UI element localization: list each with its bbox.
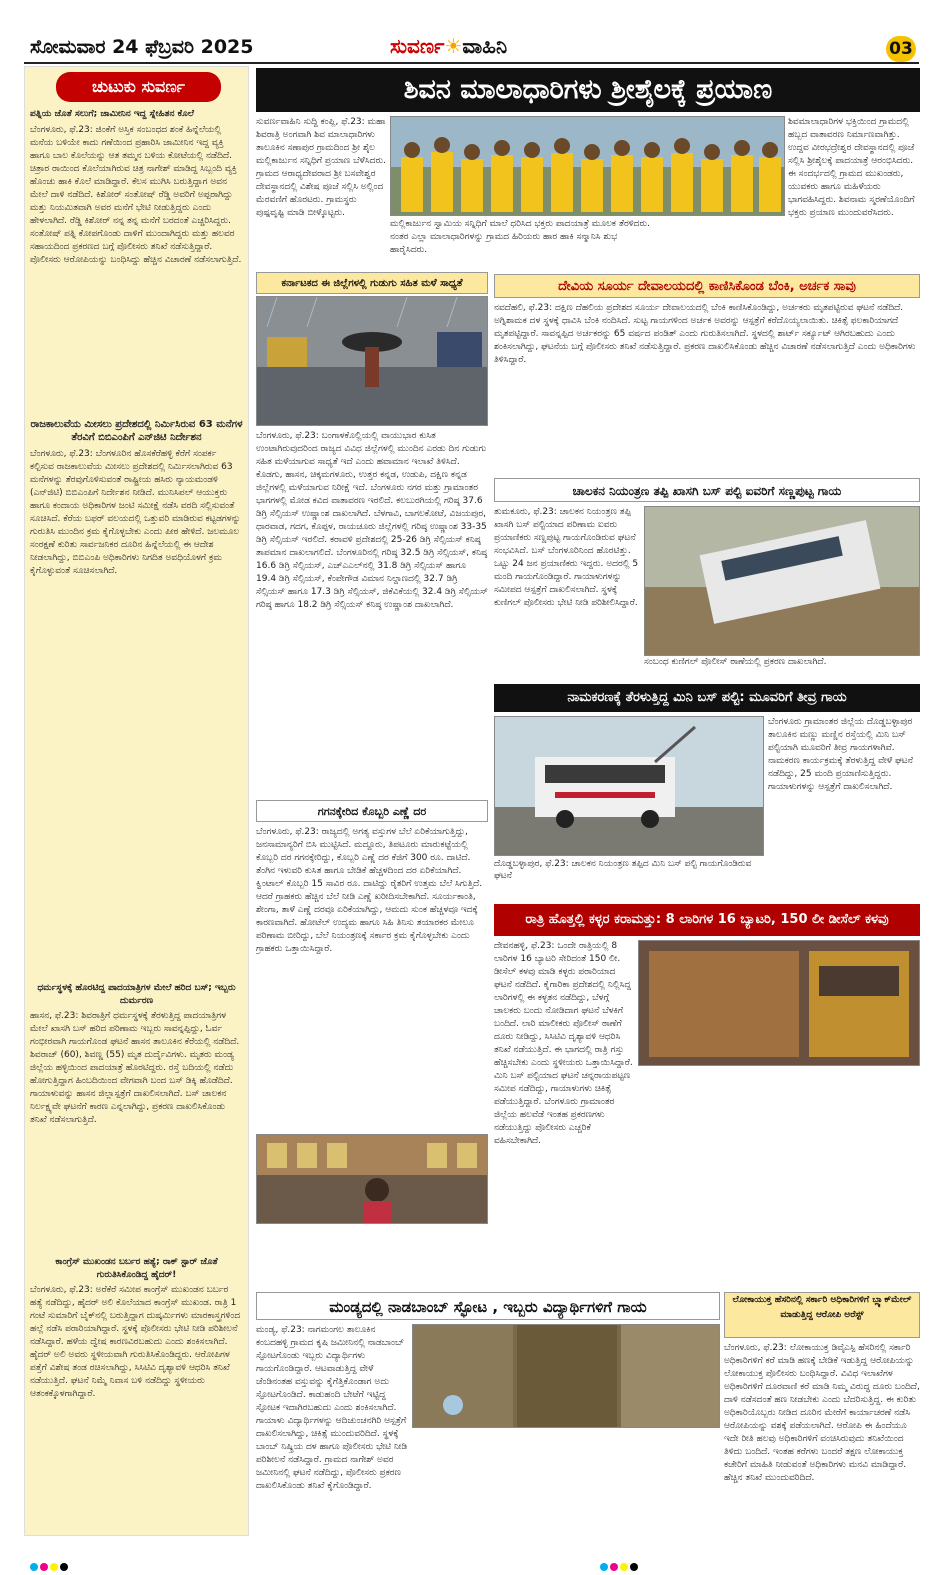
bus1-photo <box>644 506 920 656</box>
sidebar-story3-body: ಹಾಸನ, ಫೆ.23: ಶಿವರಾತ್ರಿಗೆ ಧರ್ಮಸ್ಥಳಕ್ಕೆ ತೆರಳುತ್ತಿದ್ದ ಪಾದಯಾತ್ರಿಗಳ ಮೇಲೆ ಖಾಸಗಿ ಬಸ್ ಹರಿದ ಪರಿಣಾಮ ಇಬ್ಬರು ಸಾವನ್ನಪ್ಪಿದ್ದು, ಓರ್ವ ಗಂಭೀರವಾಗಿ ಗಾಯಗೊಂಡ ಘಟನೆ ಹಾಸನ ತಾಲೂಕಿನ ಕೆರೆಯಲ್ಲಿ ನಡೆದಿದೆ. ಶಿವರಾಜ್ (60), ಶಿವಣ್ಣ (55) ಮೃತ ದುರ್ದೈವಿಗಳು. ಮೃತರು ಮಂಡ್ಯ ಜಿಲ್ಲೆಯ ಹಳ್ಳಿಯಿಂದ ಪಾದಯಾತ್ರೆ ಹೊರಟಿದ್ದರು. ರಸ್ತೆ ಬದಿಯಲ್ಲಿ ನಡೆದು ಹೋಗುತ್ತಿದ್ದಾಗ ಹಿಂಬದಿಯಿಂದ ವೇಗವಾಗಿ ಬಂದ ಬಸ್ ಡಿಕ್ಕಿ ಹೊಡೆದಿದೆ. ಗಾಯಾಳುವನ್ನು ಹಾಸನ ಜಿಲ್ಲಾಸ್ಪತ್ರೆಗೆ ದಾಖಲಿಸಲಾಗಿದೆ. ಬಸ್ ಚಾಲಕನ ನಿರ್ಲಕ್ಷ್ಯವೇ ಘಟನೆಗೆ ಕಾರಣ ಎನ್ನಲಾಗಿದ್ದು, ಪ್ರಕರಣ ದಾಖಲಿಸಿಕೊಂಡು ತನಿಖೆ ನಡೆಸಲಾಗುತ್ತಿದೆ. <box>30 1011 240 1125</box>
weather-photo <box>256 296 488 426</box>
sidebar-story3-headline: ಧರ್ಮಸ್ಥಳಕ್ಕೆ ಹೊರಟಿದ್ದ ಪಾದಯಾತ್ರಿಗಳ ಮೇಲೆ ಹರಿದ ಬಸ್; ಇಬ್ಬರು ದುರ್ಮರಣ <box>37 983 236 1006</box>
bus1-headline: ಚಾಲಕನ ನಿಯಂತ್ರಣ ತಪ್ಪಿ ಖಾಸಗಿ ಬಸ್ ಪಲ್ಟಿ ಐವರಿಗೆ ಸಣ್ಣಪುಟ್ಟ ಗಾಯ <box>494 478 920 502</box>
bus2-headline: ನಾಮಕರಣಕ್ಕೆ ತೆರಳುತ್ತಿದ್ದ ಮಿನಿ ಬಸ್ ಪಲ್ಟಿ: ಮೂವರಿಗೆ ತೀವ್ರ ಗಾಯ <box>494 684 920 712</box>
logo-part-2: ವಾಹಿನಿ <box>462 34 508 58</box>
lokayukta-headline: ಲೋಕಾಯುಕ್ತ ಹೆಸರಿನಲ್ಲಿ ಸರ್ಕಾರಿ ಅಧಿಕಾರಿಗಳಿಗೆ ಬ್ಲ್ಯಾಕ್‌ಮೇಲ್ ಮಾಡುತ್ತಿದ್ದ ಆರೋಪಿ ಅರೆಸ್ಟ್ <box>724 1292 920 1338</box>
blast-photo <box>412 1324 720 1428</box>
coconut-photo <box>256 1134 488 1224</box>
bus1-body: ತುಮಕೂರು, ಫೆ.23: ಚಾಲಕನ ನಿಯಂತ್ರಣ ತಪ್ಪಿ ಖಾಸಗಿ ಬಸ್ ಪಲ್ಟಿಯಾದ ಪರಿಣಾಮ ಐವರು ಪ್ರಯಾಣಿಕರು ಸಣ್ಣಪುಟ್ಟ ಗಾಯಗೊಂಡಿರುವ ಘಟನೆ ಸಂಭವಿಸಿದೆ. ಬಸ್ ಬೆಂಗಳೂರಿನಿಂದ ಹೊರಟಿತ್ತು. ಒಟ್ಟು 24 ಜನ ಪ್ರಯಾಣಿಕರು ಇದ್ದರು. ಅದರಲ್ಲಿ 5 ಮಂದಿ ಗಾಯಗೊಂಡಿದ್ದಾರೆ. ಗಾಯಾಳುಗಳನ್ನು ಸಮೀಪದ ಆಸ್ಪತ್ರೆಗೆ ದಾಖಲಿಸಲಾಗಿದೆ. ಸ್ಥಳಕ್ಕೆ ಕುಣಿಗಲ್ ಪೊಲೀಸರು ಭೇಟಿ ನೀಡಿ ಪರಿಶೀಲಿಸಿದ್ದಾರೆ. <box>494 507 639 608</box>
lead-body-mid: ಮಲ್ಲಿಕಾರ್ಜುನ ಸ್ವಾಮಿಯ ಸನ್ನಿಧಿಗೆ ಮಾಲೆ ಧರಿಸಿದ ಭಕ್ತರು ಪಾದಯಾತ್ರೆ ಮೂಲಕ ತೆರಳಿದರು. ನಂತರ ಎಲ್ಲಾ ಮಾಲಾಧಾರಿಗಳನ್ನು ಗ್ರಾಮದ ಹಿರಿಯರು ಹಾರ ಹಾಕಿ ಸನ್ಮಾನಿಸಿ ಶುಭ ಹಾರೈಸಿದರು. <box>390 219 650 255</box>
grocery-shop-image <box>257 1135 488 1224</box>
blast-site-image <box>413 1325 720 1428</box>
mini-bus-crane-image <box>495 717 764 856</box>
sidebar-story4-headline: ಕಾಂಗ್ರೆಸ್ ಮುಖಂಡನ ಬರ್ಬರ ಹತ್ಯೆ; ರಾಕ್ ಸ್ಟಾರ್ ಜೊತೆ ಗುರುತಿಸಿಕೊಂಡಿದ್ದ ಹೈದರ್! <box>55 1257 218 1280</box>
bus2-photo <box>494 716 764 856</box>
theft-headline: ರಾತ್ರಿ ಹೊತ್ತಲ್ಲಿ ಕಳ್ಳರ ಕರಾಮತ್ತು: 8 ಲಾರಿಗಳ 16 ಬ್ಯಾಟರಿ, 150 ಲೀ ಡೀಸೆಲ್ ಕಳವು <box>494 904 920 936</box>
registration-dots-left <box>30 1556 70 1575</box>
sidebar-badge: ಚುಟುಕು ಸುವರ್ಣ <box>56 72 221 102</box>
theft-body-cont <box>638 1068 920 1280</box>
weather-headline: ಕರ್ನಾಟಕದ ಈ ಜಿಲ್ಲೆಗಳಲ್ಲಿ ಗುಡುಗು ಸಹಿತ ಮಳೆ ಸಾಧ್ಯತೆ <box>256 272 488 294</box>
overturned-bus-image <box>645 507 920 656</box>
sidebar-story1-headline: ಪತ್ನಿಯ ಜೊತೆ ಸಲುಗೆ; ಜಾಮೀನಿನ ಇದ್ದ ಸ್ನೇಹಿತನ ಕೊಲೆ <box>30 109 194 119</box>
theft-body: ದೇವನಹಳ್ಳಿ, ಫೆ.23: ಒಂದೇ ರಾತ್ರಿಯಲ್ಲಿ 8 ಲಾರಿಗಳ 16 ಬ್ಯಾಟರಿ ಸೇರಿದಂತೆ 150 ಲೀ. ಡೀಸೆಲ್ ಕಳವು ಮಾಡಿ ಕಳ್ಳರು ಪರಾರಿಯಾದ ಘಟನೆ ನಡೆದಿದೆ. ಕೈಗಾರಿಕಾ ಪ್ರದೇಶದಲ್ಲಿ ನಿಲ್ಲಿಸಿದ್ದ ಲಾರಿಗಳಲ್ಲಿ ಈ ಕಳ್ಳತನ ನಡೆದಿದ್ದು, ಬೆಳಗ್ಗೆ ಚಾಲಕರು ಬಂದು ನೋಡಿದಾಗ ಘಟನೆ ಬೆಳಕಿಗೆ ಬಂದಿದೆ. ಲಾರಿ ಮಾಲೀಕರು ಪೊಲೀಸ್ ಠಾಣೆಗೆ ದೂರು ನೀಡಿದ್ದು, ಸಿಸಿಟಿವಿ ದೃಶ್ಯಾವಳಿ ಆಧರಿಸಿ ತನಿಖೆ ನಡೆಯುತ್ತಿದೆ. ಈ ಭಾಗದಲ್ಲಿ ರಾತ್ರಿ ಗಸ್ತು ಹೆಚ್ಚಿಸಬೇಕು ಎಂದು ಸ್ಥಳೀಯರು ಒತ್ತಾಯಿಸಿದ್ದಾರೆ. ಮಿನಿ ಬಸ್ ಪಲ್ಟಿಯಾದ ಘಟನೆ ಚನ್ನರಾಯಪಟ್ಟಣ ಸಮೀಪ ನಡೆದಿದ್ದು, ಗಾಯಾಳುಗಳು ಚಿಕಿತ್ಸೆ ಪಡೆಯುತ್ತಿದ್ದಾರೆ. ಬೆಂಗಳೂರು ಗ್ರಾಮಾಂತರ ಜಿಲ್ಲೆಯ ಹಲವೆಡೆ ಇಂತಹ ಪ್ರಕರಣಗಳು ನಡೆಯುತ್ತಿದ್ದು ಪೊಲೀಸರು ಎಚ್ಚರಿಕೆ ವಹಿಸಬೇಕಾಗಿದೆ. <box>494 941 633 1146</box>
rain-street-image <box>257 297 488 426</box>
blast-body-cont <box>412 1432 720 1538</box>
coconut-headline: ಗಗನಕ್ಕೇರಿದ ಕೊಬ್ಬರಿ ಎಣ್ಣೆ ದರ <box>256 800 488 822</box>
blast-headline: ಮಂಡ್ಯದಲ್ಲಿ ನಾಡಬಾಂಬ್ ಸ್ಫೋಟ , ಇಬ್ಬರು ವಿದ್ಯಾರ್ಥಿಗಳಿಗೆ ಗಾಯ <box>256 1292 720 1320</box>
lorry-image <box>639 941 920 1066</box>
temple-body: ನವದೆಹಲಿ, ಫೆ.23: ದಕ್ಷಿಣ ದೆಹಲಿಯ ಪ್ರದೇಶದ ಸೂರ್ಯ ದೇವಾಲಯದಲ್ಲಿ ಬೆಂಕಿ ಕಾಣಿಸಿಕೊಂಡಿದ್ದು, ಅರ್ಚಕರು ಮೃತಪಟ್ಟಿರುವ ಘಟನೆ ನಡೆದಿದೆ. ಅಗ್ನಿಶಾಮಕ ದಳ ಸ್ಥಳಕ್ಕೆ ಧಾವಿಸಿ ಬೆಂಕಿ ನಂದಿಸಿದೆ. ಸುಟ್ಟ ಗಾಯಗಳಿಂದ ಅರ್ಚಕ ಅವರನ್ನು ಆಸ್ಪತ್ರೆಗೆ ಕರೆದೊಯ್ಯಲಾಯಿತು. ಚಿಕಿತ್ಸೆ ಫಲಕಾರಿಯಾಗದೆ ಮೃತಪಟ್ಟಿದ್ದಾರೆ. ಸಾವನ್ನಪ್ಪಿದ ಅರ್ಚಕರನ್ನು 65 ವರ್ಷದ ಪಂಡಿತ್ ಎಂದು ಗುರುತಿಸಲಾಗಿದೆ. ಸ್ಥಳದಲ್ಲಿ ಶಾರ್ಟ್ ಸರ್ಕ್ಯೂಟ್ ಆಗಿರಬಹುದು ಎಂದು ಶಂಕಿಸಲಾಗಿದ್ದು, ಘಟನೆಯ ಬಗ್ಗೆ ಪೊಲೀಸರು ತನಿಖೆ ನಡೆಸುತ್ತಿದ್ದಾರೆ. ಪ್ರಕರಣ ದಾಖಲಿಸಿಕೊಂಡು ಹೆಚ್ಚಿನ ವಿಚಾರಣೆ ನಡೆಸಲಾಗುತ್ತಿದೆ ಎಂದು ಅಧಿಕಾರಿಗಳು ತಿಳಿಸಿದ್ದಾರೆ. <box>494 303 916 365</box>
lokayukta-body: ಬೆಂಗಳೂರು, ಫೆ.23: ಲೋಕಾಯುಕ್ತ ಡಿವೈಎಸ್ಪಿ ಹೆಸರಿನಲ್ಲಿ ಸರ್ಕಾರಿ ಅಧಿಕಾರಿಗಳಿಗೆ ಕರೆ ಮಾಡಿ ಹಣಕ್ಕೆ ಬೇಡಿಕೆ ಇಡುತ್ತಿದ್ದ ಆರೋಪಿಯನ್ನು ಲೋಕಾಯುಕ್ತ ಪೊಲೀಸರು ಬಂಧಿಸಿದ್ದಾರೆ. ವಿವಿಧ ಇಲಾಖೆಗಳ ಅಧಿಕಾರಿಗಳಿಗೆ ದೂರವಾಣಿ ಕರೆ ಮಾಡಿ ನಿಮ್ಮ ವಿರುದ್ಧ ದೂರು ಬಂದಿದೆ, ದಾಳಿ ನಡೆಸದಂತೆ ಹಣ ನೀಡಬೇಕು ಎಂದು ಬೆದರಿಸುತ್ತಿದ್ದ. ಈ ಕುರಿತು ಅಧಿಕಾರಿಯೊಬ್ಬರು ನೀಡಿದ ದೂರಿನ ಮೇರೆಗೆ ಕಾರ್ಯಾಚರಣೆ ನಡೆಸಿ ಆರೋಪಿಯನ್ನು ವಶಕ್ಕೆ ಪಡೆಯಲಾಗಿದೆ. ಆರೋಪಿ ಈ ಹಿಂದೆಯೂ ಇದೇ ರೀತಿ ಹಲವು ಅಧಿಕಾರಿಗಳಿಗೆ ವಂಚಿಸಿರುವುದು ತನಿಖೆಯಿಂದ ತಿಳಿದು ಬಂದಿದೆ. ಇಂತಹ ಕರೆಗಳು ಬಂದರೆ ತಕ್ಷಣ ಲೋಕಾಯುಕ್ತ ಕಚೇರಿಗೆ ಮಾಹಿತಿ ನೀಡುವಂತೆ ಅಧಿಕಾರಿಗಳು ಮನವಿ ಮಾಡಿದ್ದಾರೆ. ಹೆಚ್ಚಿನ ತನಿಖೆ ಮುಂದುವರಿದಿದೆ. <box>724 1343 920 1483</box>
theft-photo <box>638 940 920 1066</box>
page-number: 03 <box>886 36 916 62</box>
coconut-body: ಬೆಂಗಳೂರು, ಫೆ.23: ರಾಜ್ಯದಲ್ಲಿ ಅಗತ್ಯ ವಸ್ತುಗಳ ಬೆಲೆ ಏರಿಕೆಯಾಗುತ್ತಿದ್ದು, ಜನಸಾಮಾನ್ಯರಿಗೆ ಬಿಸಿ ಮುಟ್ಟಿಸಿದೆ. ಮದ್ದೂರು, ತಿಪಟೂರು ಮಾರುಕಟ್ಟೆಯಲ್ಲಿ ಕೊಬ್ಬರಿ ದರ ಗಗನಕ್ಕೇರಿದ್ದು, ಕೊಬ್ಬರಿ ಎಣ್ಣೆ ದರ ಕೆಜಿಗೆ 300 ರೂ. ದಾಟಿದೆ. ತೆಂಗಿನ ಇಳುವರಿ ಕುಸಿತ ಹಾಗೂ ಬೇಡಿಕೆ ಹೆಚ್ಚಳದಿಂದ ದರ ಏರಿಕೆಯಾಗಿದೆ. ಕ್ವಿಂಟಾಲ್ ಕೊಬ್ಬರಿ 15 ಸಾವಿರ ರೂ. ದಾಟಿದ್ದು ರೈತರಿಗೆ ಉತ್ತಮ ಬೆಲೆ ಸಿಗುತ್ತಿದೆ. ಆದರೆ ಗ್ರಾಹಕರು ಹೆಚ್ಚಿನ ಬೆಲೆ ನೀಡಿ ಎಣ್ಣೆ ಖರೀದಿಸಬೇಕಾಗಿದೆ. ಸೂರ್ಯಕಾಂತಿ, ಶೇಂಗಾ, ತಾಳೆ ಎಣ್ಣೆ ದರವೂ ಏರಿಕೆಯಾಗಿದ್ದು, ಆಮದು ಸುಂಕ ಹೆಚ್ಚಳವೂ ಇದಕ್ಕೆ ಕಾರಣವಾಗಿದೆ. ಹೋಟೆಲ್ ಉದ್ಯಮ ಹಾಗೂ ಸಿಹಿ ತಿನಿಸು ತಯಾರಕರ ಮೇಲೂ ಪರಿಣಾಮ ಬೀರಿದ್ದು, ಬೆಲೆ ನಿಯಂತ್ರಣಕ್ಕೆ ಸರ್ಕಾರ ಕ್ರಮ ಕೈಗೊಳ್ಳಬೇಕು ಎಂದು ಗ್ರಾಹಕರು ಒತ್ತಾಯಿಸಿದ್ದಾರೆ. <box>256 827 483 954</box>
temple-headline: ದೇವಿಯ ಸೂರ್ಯ ದೇವಾಲಯದಲ್ಲಿ ಕಾಣಿಸಿಕೊಂಡ ಬೆಂಕಿ, ಅರ್ಚಕ ಸಾವು <box>494 274 920 298</box>
bus2-caption: ದೊಡ್ಡಬಳ್ಳಾಪುರ, ಫೆ.23: ಚಾಲಕನ ನಿಯಂತ್ರಣ ತಪ್ಪಿದ ಮಿನಿ ಬಸ್ ಪಲ್ಟಿ ಗಾಯಗೊಂಡಿರುವ ಘಟನೆ <box>494 859 752 881</box>
bus1-caption: ಸಂಬಂಧ ಕುಣಿಗಲ್ ಪೊಲೀಸ್ ಠಾಣೆಯಲ್ಲಿ ಪ್ರಕರಣ ದಾಖಲಾಗಿದೆ. <box>644 657 827 667</box>
lead-body-left: ಸುವರ್ಣವಾಹಿನಿ ಸುದ್ದಿ ಕಂಪ್ಲಿ, ಫೆ.23: ಮಹಾ ಶಿವರಾತ್ರಿ ಅಂಗವಾಗಿ ಶಿವ ಮಾಲಾಧಾರಿಗಳು ತಾಲೂಕಿನ ಸಣಾಪುರ ಗ್ರಾಮದಿಂದ ಶ್ರೀ ಶೈಲ ಮಲ್ಲಿಕಾರ್ಜುನ ಸನ್ನಿಧಿಗೆ ಪ್ರಯಾಣ ಬೆಳೆಸಿದರು. ಗ್ರಾಮದ ಆರಾಧ್ಯದೇವರಾದ ಶ್ರೀ ಬಸವೇಶ್ವರ ದೇವಸ್ಥಾನದಲ್ಲಿ ವಿಶೇಷ ಪೂಜೆ ಸಲ್ಲಿಸಿ ಅಲ್ಲಿಂದ ಮೆರವಣಿಗೆ ಹೊರಟರು. ಗ್ರಾಮಸ್ಥರು ಪುಷ್ಪವೃಷ್ಟಿ ಮಾಡಿ ಬೀಳ್ಕೊಟ್ಟರು. <box>256 117 386 218</box>
logo-part-1: ಸುವರ್ಣ <box>390 34 445 58</box>
sidebar-story2-body: ಬೆಂಗಳೂರು, ಫೆ.23: ಬೆಂಗಳೂರಿನ ಹೊಸಕೆರೆಹಳ್ಳಿ ಕೆರೆಗೆ ಸಂಪರ್ಕ ಕಲ್ಪಿಸುವ ರಾಜಕಾಲುವೆಯ ಮೀಸಲು ಪ್ರದೇಶದಲ್ಲಿ ನಿರ್ಮಿಸಲಾಗಿರುವ 63 ಮನೆಗಳನ್ನು ತೆರವುಗೊಳಿಸುವಂತೆ ರಾಷ್ಟ್ರೀಯ ಹಸಿರು ನ್ಯಾಯಮಂಡಳಿ (ಎನ್‌ಜಿಟಿ) ಬಿಬಿಎಂಪಿಗೆ ನಿರ್ದೇಶನ ನೀಡಿದೆ. ಮುನಿಸಿಪಲ್ ಆಯುಕ್ತರು ಹಾಗೂ ಕಂದಾಯ ಅಧಿಕಾರಿಗಳ ಜಂಟಿ ಸಮೀಕ್ಷೆ ನಡೆಸಿ ವರದಿ ಸಲ್ಲಿಸುವಂತೆ ಸೂಚಿಸಿದೆ. ಕೆರೆಯ ಬಫರ್ ವಲಯದಲ್ಲಿ ಒತ್ತುವರಿ ಮಾಡಿರುವ ಕಟ್ಟಡಗಳನ್ನು ಗುರುತಿಸಿ ಮುಂದಿನ ಕ್ರಮ ಕೈಗೊಳ್ಳಬೇಕು ಎಂದು ಪೀಠ ಹೇಳಿದೆ. ಜಲಮೂಲ ಸಂರಕ್ಷಣೆ ಕುರಿತು ಸಾರ್ವಜನಿಕರ ದೂರಿನ ಹಿನ್ನೆಲೆಯಲ್ಲಿ ಈ ಆದೇಶ ನೀಡಲಾಗಿದ್ದು, ಬಿಬಿಎಂಪಿ ಅಧಿಕಾರಿಗಳು ನಿಗದಿತ ಅವಧಿಯೊಳಗೆ ಕ್ರಮ ಕೈಗೊಳ್ಳುವಂತೆ ಸೂಚಿಸಲಾಗಿದೆ. <box>30 449 241 576</box>
registration-dots-right <box>600 1556 640 1575</box>
sidebar-story2-headline: ರಾಜಕಾಲುವೆಯ ಮೀಸಲು ಪ್ರದೇಶದಲ್ಲಿ ನಿರ್ಮಿಸಿರುವ 63 ಮನೆಗಳ ತೆರವಿಗೆ ಬಿಬಿಎಂಪಿಗೆ ಎನ್‌ಜಿಟಿ ನಿರ್ದೇಶನ <box>30 419 243 443</box>
sidebar-story4-body: ಬೆಂಗಳೂರು, ಫೆ.23: ಅರೆಕೆರೆ ಸಮೀಪ ಕಾಂಗ್ರೆಸ್ ಮುಖಂಡನ ಬರ್ಬರ ಹತ್ಯೆ ನಡೆದಿದ್ದು, ಹೈದರ್ ಅಲಿ ಕೊಲೆಯಾದ ಕಾಂಗ್ರೆಸ್ ಮುಖಂಡ. ರಾತ್ರಿ 1 ಗಂಟೆ ಸುಮಾರಿಗೆ ಬೈಕ್‌ನಲ್ಲಿ ಬರುತ್ತಿದ್ದಾಗ ದುಷ್ಕರ್ಮಿಗಳು ಮಾರಕಾಸ್ತ್ರಗಳಿಂದ ಹಲ್ಲೆ ನಡೆಸಿ ಪರಾರಿಯಾಗಿದ್ದಾರೆ. ಸ್ಥಳಕ್ಕೆ ಪೊಲೀಸರು ಭೇಟಿ ನೀಡಿ ಪರಿಶೀಲನೆ ನಡೆಸಿದ್ದಾರೆ. ಹಳೆಯ ದ್ವೇಷ ಕಾರಣವಿರಬಹುದು ಎಂದು ಶಂಕಿಸಲಾಗಿದೆ. ಹೈದರ್ ಅಲಿ ಅವರು ಸ್ಥಳೀಯವಾಗಿ ಗುರುತಿಸಿಕೊಂಡಿದ್ದರು. ಆರೋಪಿಗಳ ಪತ್ತೆಗೆ ವಿಶೇಷ ತಂಡ ರಚಿಸಲಾಗಿದ್ದು, ಸಿಸಿಟಿವಿ ದೃಶ್ಯಾವಳಿ ಆಧರಿಸಿ ತನಿಖೆ ನಡೆಯುತ್ತಿದೆ. ಘಟನೆ ನಿಮ್ಮೆ ನಿವಾಸ ಬಳಿ ನಡೆದಿದ್ದು ಸ್ಥಳೀಯರು ಆತಂಕಕ್ಕೊಳಗಾಗಿದ್ದಾರೆ. <box>30 1285 241 1399</box>
masthead-rule <box>24 62 919 64</box>
logo-sun-icon: ☀ <box>444 34 463 58</box>
sidebar-story1-body: ಬೆಂಗಳೂರು, ಫೆ.23: ಜಿಂಕೆಗೆ ಅಸ್ತಿಕ ಸಂಬಂಧದ ಶಂಕೆ ಹಿನ್ನೆಲೆಯಲ್ಲಿ ಮನೆಯ ಬಳಿಯೇ ಕಾದು ಗಣೆಯಿಂದ ಪ್ರಹಾರಿಸಿ ಜಾಮೀನಿನ ಇದ್ದ ವ್ಯಕ್ತಿ ಹಾಗೂ ಬಾಲ ಕೊಲೆಯನ್ನು ಆತ ತಮ್ಮನ ಬಳಿಯ ಕೋಟೆಯಲ್ಲಿ ನಡೆದಿದೆ. ಚಿತ್ರಾರ ರಾಯಿಂದ ಕೊಲೆಯಾಗಿರುವ ಚಿತ್ರ ನಾಗೇಶ್ ಮಾಡಿದ್ದ ಸಿಬ್ಬಂದಿ ವ್ಯಕ್ತಿ ಹೊಂಚು ಹಾಕಿ ಕೊಲೆ ಮಾಡಿದ್ದಾರೆ. ಕೆಲಸ ಮುಗಿಸಿ ಬರುತ್ತಿದ್ದಾಗ ಅವನ ಮೇಲೆ ದಾಳಿ ನಡೆದಿದೆ. ಕಿಶೋರ್ ಸಂತೋಷ್ ರೆಡ್ಡಿ ಅವರಿಗೆ ಅಪ್ಪರಾಗಿದ್ದು ಮತ್ತು ನಿಯಮಿತವಾಗಿ ಅವರ ಮನೆಗೆ ಭೇಟಿ ನೀಡುತ್ತಿದ್ದರು ಎಂದು ಹೇಳಲಾಗಿದೆ. ರೆಡ್ಡಿ ಕಿಶೋರ್ ನನ್ನ ತನ್ನ ಮನೆಗೆ ಬರದಂತೆ ಎಚ್ಚರಿಸಿದ್ದರು. ಸಂತೋಷ್ ಪತ್ನಿ ಕೋಪಗೊಂಡು ದಾಳಿಗೆ ಮುಂದಾಗಿದ್ದರು ಮತ್ತು ಹಲವರ ಸಹಾಯದಿಂದ ಪ್ರಕರಣದ ಬಗ್ಗೆ ಪೊಲೀಸರು ತನಿಖೆ ನಡೆಸುತ್ತಿದ್ದಾರೆ. ಪೊಲೀಸರು ಆರೋಪಿಯನ್ನು ಬಂಧಿಸಿದ್ದು ಹೆಚ್ಚಿನ ವಿಚಾರಣೆ ನಡೆಸಲಾಗುತ್ತಿದೆ. <box>30 125 242 265</box>
lead-body-right: ಶಿವಮಾಲಾಧಾರಿಗಳ ಭಕ್ತಿಯಿಂದ ಗ್ರಾಮದಲ್ಲಿ ಹಬ್ಬದ ವಾತಾವರಣ ನಿರ್ಮಾಣವಾಗಿತ್ತು. ಉದ್ದವ ವೀರಭದ್ರೇಶ್ವರ ದೇವಸ್ಥಾನದಲ್ಲಿ ಪೂಜೆ ಸಲ್ಲಿಸಿ ಶ್ರೀಶೈಲಕ್ಕೆ ಪಾದಯಾತ್ರೆ ಆರಂಭಿಸಿದರು. ಈ ಸಂದರ್ಭದಲ್ಲಿ ಗ್ರಾಮದ ಮುಖಂಡರು, ಯುವಕರು ಹಾಗೂ ಮಹಿಳೆಯರು ಭಾಗವಹಿಸಿದ್ದರು. ಶಿವನಾಮ ಸ್ಮರಣೆಯೊಂದಿಗೆ ಭಕ್ತರು ಪ್ರಯಾಣ ಮುಂದುವರೆಸಿದರು. <box>788 117 915 218</box>
lead-headline: ಶಿವನ ಮಾಲಾಧಾರಿಗಳು ಶ್ರೀಶೈಲಕ್ಕೆ ಪ್ರಯಾಣ <box>256 68 920 112</box>
newspaper-logo <box>390 34 507 58</box>
edition-date: ಸೋಮವಾರ 24 ಫೆಬ್ರವರಿ 2025 <box>30 36 254 58</box>
weather-body: ಬೆಂಗಳೂರು, ಫೆ.23: ಬಂಗಾಳಕೊಲ್ಲಿಯಲ್ಲಿ ವಾಯುಭಾರ ಕುಸಿತ ಉಂಟಾಗಿರುವುದರಿಂದ ರಾಜ್ಯದ ವಿವಿಧ ಜಿಲ್ಲೆಗಳಲ್ಲಿ ಮುಂದಿನ ಎರಡು ದಿನ ಗುಡುಗು ಸಹಿತ ಮಳೆಯಾಗುವ ಸಾಧ್ಯತೆ ಇದೆ ಎಂದು ಹವಾಮಾನ ಇಲಾಖೆ ತಿಳಿಸಿದೆ. ಕೊಡಗು, ಹಾಸನ, ಚಿಕ್ಕಮಗಳೂರು, ಉತ್ತರ ಕನ್ನಡ, ಉಡುಪಿ, ದಕ್ಷಿಣ ಕನ್ನಡ ಜಿಲ್ಲೆಗಳಲ್ಲಿ ಮಳೆಯಾಗುವ ನಿರೀಕ್ಷೆ ಇದೆ. ಬೆಂಗಳೂರು ನಗರ ಮತ್ತು ಗ್ರಾಮಾಂತರ ಭಾಗಗಳಲ್ಲಿ ಮೋಡ ಕವಿದ ವಾತಾವರಣ ಇರಲಿದೆ. ಕಲಬುರಗಿಯಲ್ಲಿ ಗರಿಷ್ಠ 37.6 ಡಿಗ್ರಿ ಸೆಲ್ಸಿಯಸ್ ಉಷ್ಣಾಂಶ ದಾಖಲಾಗಿದೆ. ಬೆಳಗಾವಿ, ಬಾಗಲಕೋಟೆ, ವಿಜಯಪುರ, ಧಾರವಾಡ, ಗದಗ, ಕೊಪ್ಪಳ, ರಾಯಚೂರು ಜಿಲ್ಲೆಗಳಲ್ಲಿ ಗರಿಷ್ಠ ಉಷ್ಣಾಂಶ 33-35 ಡಿಗ್ರಿ ಸೆಲ್ಸಿಯಸ್ ಇರಲಿದೆ. ಕರಾವಳಿ ಪ್ರದೇಶದಲ್ಲಿ 25-26 ಡಿಗ್ರಿ ಸೆಲ್ಸಿಯಸ್ ಕನಿಷ್ಠ ತಾಪಮಾನ ದಾಖಲಾಗಲಿದೆ. ಬೆಂಗಳೂರಿನಲ್ಲಿ ಗರಿಷ್ಠ 32.5 ಡಿಗ್ರಿ ಸೆಲ್ಸಿಯಸ್, ಕನಿಷ್ಠ 16.6 ಡಿಗ್ರಿ ಸೆಲ್ಸಿಯಸ್, ಎಚ್‌ಎಎಲ್‌ನಲ್ಲಿ 31.8 ಡಿಗ್ರಿ ಸೆಲ್ಸಿಯಸ್ ಹಾಗೂ 19.4 ಡಿಗ್ರಿ ಸೆಲ್ಸಿಯಸ್, ಕೆಂಪೇಗೌಡ ವಿಮಾನ ನಿಲ್ದಾಣದಲ್ಲಿ 32.7 ಡಿಗ್ರಿ ಸೆಲ್ಸಿಯಸ್ ಹಾಗೂ 17.3 ಡಿಗ್ರಿ ಸೆಲ್ಸಿಯಸ್, ಜಿಕೆವಿಕೆಯಲ್ಲಿ 32.4 ಡಿಗ್ರಿ ಸೆಲ್ಸಿಯಸ್ ಗರಿಷ್ಠ ಹಾಗೂ 18.2 ಡಿಗ್ರಿ ಸೆಲ್ಸಿಯಸ್ ಕನಿಷ್ಠ ಉಷ್ಣಾಂಶ ದಾಖಲಾಗಿದೆ. <box>256 431 488 610</box>
blast-body: ಮಂಡ್ಯ, ಫೆ.23: ನಾಗಮಂಗಲ ತಾಲೂಕಿನ ಕಂಬದಹಳ್ಳಿ ಗ್ರಾಮದ ಕೃಷಿ ಜಮೀನಿನಲ್ಲಿ ನಾಡಬಾಂಬ್ ಸ್ಫೋಟಗೊಂಡು ಇಬ್ಬರು ವಿದ್ಯಾರ್ಥಿಗಳು ಗಾಯಗೊಂಡಿದ್ದಾರೆ. ಆಟವಾಡುತ್ತಿದ್ದ ವೇಳೆ ಚೆಂಡಿನಂತಹ ವಸ್ತುವನ್ನು ಕೈಗೆತ್ತಿಕೊಂಡಾಗ ಅದು ಸ್ಫೋಟಗೊಂಡಿದೆ. ಕಾಡುಹಂದಿ ಬೇಟೆಗೆ ಇಟ್ಟಿದ್ದ ಸ್ಫೋಟಕ ಇದಾಗಿರಬಹುದು ಎಂದು ಶಂಕಿಸಲಾಗಿದೆ. ಗಾಯಾಳು ವಿದ್ಯಾರ್ಥಿಗಳನ್ನು ಆದಿಚುಂಚನಗಿರಿ ಆಸ್ಪತ್ರೆಗೆ ದಾಖಲಿಸಲಾಗಿದ್ದು, ಚಿಕಿತ್ಸೆ ಮುಂದುವರಿದಿದೆ. ಸ್ಥಳಕ್ಕೆ ಬಾಂಬ್ ನಿಷ್ಕ್ರಿಯ ದಳ ಹಾಗೂ ಪೊಲೀಸರು ಭೇಟಿ ನೀಡಿ ಪರಿಶೀಲನೆ ನಡೆಸಿದ್ದಾರೆ. ಗ್ರಾಮದ ನಾಗೇಶ್ ಅವರ ಜಮೀನಿನಲ್ಲಿ ಘಟನೆ ನಡೆದಿದ್ದು, ಪೊಲೀಸರು ಪ್ರಕರಣ ದಾಖಲಿಸಿಕೊಂಡು ತನಿಖೆ ಕೈಗೊಂಡಿದ್ದಾರೆ. <box>256 1325 408 1491</box>
bus2-body: ಬೆಂಗಳೂರು ಗ್ರಾಮಾಂತರ ಜಿಲ್ಲೆಯ ದೊಡ್ಡಬಳ್ಳಾಪುರ ತಾಲೂಕಿನ ಮಣ್ಣು ಮಣ್ಣಿನ ರಸ್ತೆಯಲ್ಲಿ ಮಿನಿ ಬಸ್ ಪಲ್ಟಿಯಾಗಿ ಮೂವರಿಗೆ ತೀವ್ರ ಗಾಯಗಳಾಗಿವೆ. ನಾಮಕರಣ ಕಾರ್ಯಕ್ರಮಕ್ಕೆ ತೆರಳುತ್ತಿದ್ದ ವೇಳೆ ಘಟನೆ ನಡೆದಿದ್ದು, 25 ಮಂದಿ ಪ್ರಯಾಣಿಸುತ್ತಿದ್ದರು. ಗಾಯಾಳುಗಳನ್ನು ಆಸ್ಪತ್ರೆಗೆ ದಾಖಲಿಸಲಾಗಿದೆ. <box>768 717 913 792</box>
